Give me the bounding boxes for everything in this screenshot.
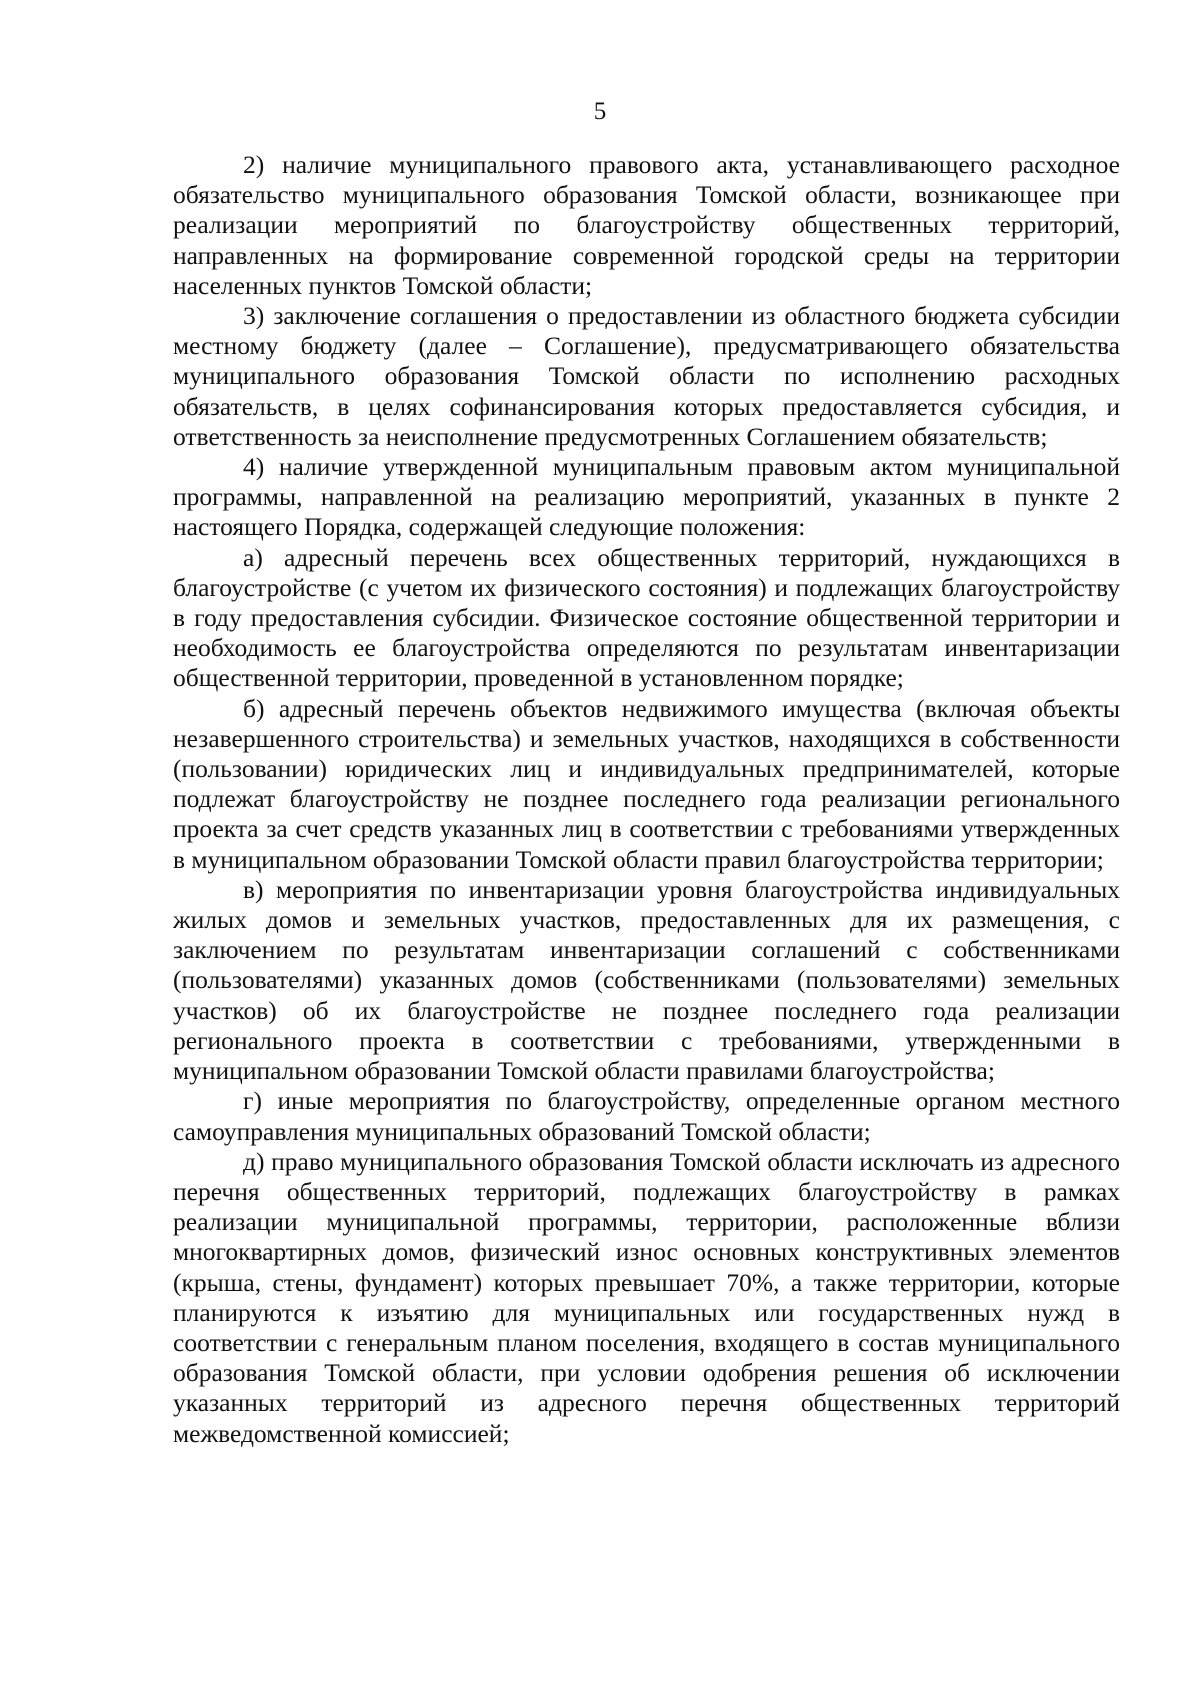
paragraph-subitem-a: а) адресный перечень всех общественных территорий, нуждающихся в благоустройстве (с учетом их физического состояния) и подлежащих благоустройству в году предоставления субсидии. Физическое состояние общественной территории и необходимость ее благоустройства определяются по результатам инвентаризации общественной территории, проведенной в установленном порядке; [173, 542, 1120, 693]
paragraph-subitem-d: д) право муниципального образования Томской области исключать из адресного перечня общественных территорий, подлежащих благоустройству в рамках реализации муниципальной программы, территории, расположенные вблизи многоквартирных домов, физический износ основных конструктивных элементов (крыша, стены, фундамент) которых превышает 70%, а также территории, которые планируются к изъятию для муниципальных или государственных нужд в соответствии с генеральным планом поселения, входящего в состав муниципального образования Томской области, при условии одобрения решения об исключении указанных территорий из адресного перечня общественных территорий межведомственной комиссией; [173, 1146, 1120, 1448]
document-body [173, 150, 1120, 1449]
paragraph-subitem-b: б) адресный перечень объектов недвижимого имущества (включая объекты незавершенного строительства) и земельных участков, находящихся в собственности (пользовании) юридических лиц и индивидуальных предпринимателей, которые подлежат благоустройству не позднее последнего года реализации регионального проекта за счет средств указанных лиц в соответствии с требованиями утвержденных в муниципальном образовании Томской области правил благоустройства территории; [173, 693, 1120, 874]
paragraph-item-2: 2) наличие муниципального правового акта, устанавливающего расходное обязательство муниципального образования Томской области, возникающее при реализации мероприятий по благоустройству общественных территорий, направленных на формирование современной городской среды на территории населенных пунктов Томской области; [173, 150, 1120, 300]
paragraph-item-4: 4) наличие утвержденной муниципальным правовым актом муниципальной программы, направленной на реализацию мероприятий, указанных в пункте 2 настоящего Порядка, содержащей следующие положения: [173, 452, 1120, 542]
paragraph-subitem-v: в) мероприятия по инвентаризации уровня благоустройства индивидуальных жилых домов и земельных участков, предоставленных для их размещения, с заключением по результатам инвентаризации соглашений с собственниками (пользователями) указанных домов (собственниками (пользователями) земельных участков) об их благоустройстве не позднее последнего года реализации регионального проекта в соответствии с требованиями, утвержденными в муниципальном образовании Томской области правилами благоустройства; [173, 874, 1120, 1086]
page-number: 5 [593, 98, 607, 125]
paragraph-subitem-g: г) иные мероприятия по благоустройству, определенные органом местного самоуправления муниципальных образований Томской области; [173, 1086, 1120, 1146]
paragraph-item-3: 3) заключение соглашения о предоставлении из областного бюджета субсидии местному бюджету (далее – Соглашение), предусматривающего обязательства муниципального образования Томской области по исполнению расходных обязательств, в целях софинансирования которых предоставляется субсидия, и ответственность за неисполнение предусмотренных Соглашением обязательств; [173, 301, 1120, 451]
